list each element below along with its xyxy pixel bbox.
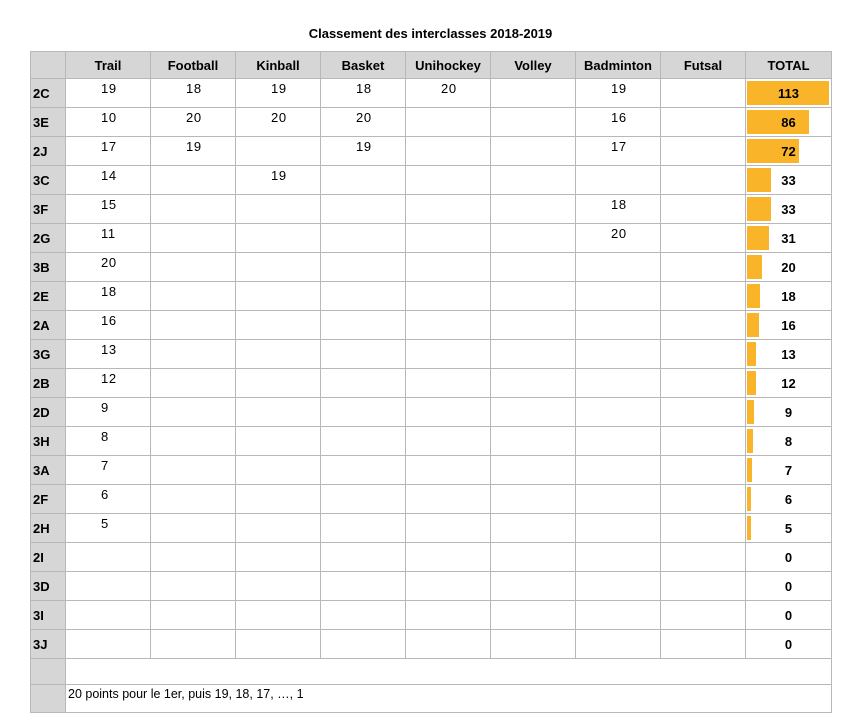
score-cell — [406, 543, 491, 572]
score-cell — [236, 427, 321, 456]
score-cell — [576, 166, 661, 195]
score-cell: 7 — [66, 456, 151, 485]
score-cell — [576, 340, 661, 369]
score-cell: 20 — [151, 108, 236, 137]
table-row — [31, 79, 832, 108]
score-cell: 19 — [66, 79, 151, 108]
table-row — [31, 514, 832, 543]
total-value: 33 — [781, 201, 796, 217]
total-cell — [746, 137, 832, 166]
score-cell — [151, 253, 236, 282]
score-cell — [576, 572, 661, 601]
total-cell — [746, 340, 832, 369]
table-row — [31, 108, 832, 137]
score-cell: 20 — [321, 108, 406, 137]
score-cell — [236, 282, 321, 311]
score-cell — [491, 601, 576, 630]
table-row — [31, 572, 832, 601]
total-cell — [746, 224, 832, 253]
score-cell — [236, 543, 321, 572]
score-cell — [576, 282, 661, 311]
score-cell — [406, 195, 491, 224]
score-cell: 12 — [66, 369, 151, 398]
row-label: 3D — [31, 572, 66, 601]
header-row — [31, 52, 832, 79]
table-row — [31, 369, 832, 398]
score-cell — [236, 485, 321, 514]
row-label: 2D — [31, 398, 66, 427]
score-cell — [321, 369, 406, 398]
score-cell — [236, 456, 321, 485]
total-bar — [747, 487, 751, 511]
score-cell — [661, 398, 746, 427]
total-bar — [747, 197, 771, 221]
score-cell — [321, 456, 406, 485]
total-value: 86 — [781, 114, 796, 130]
total-bar — [747, 458, 752, 482]
score-cell: 20 — [66, 253, 151, 282]
score-cell — [491, 108, 576, 137]
score-cell — [321, 630, 406, 659]
total-value: 18 — [781, 288, 796, 304]
score-cell — [576, 514, 661, 543]
score-cell — [406, 282, 491, 311]
total-cell — [746, 369, 832, 398]
table-row — [31, 137, 832, 166]
table-row — [31, 195, 832, 224]
score-cell — [576, 369, 661, 398]
table-row — [31, 253, 832, 282]
total-cell — [746, 166, 832, 195]
total-cell — [746, 253, 832, 282]
column-header: Unihockey — [406, 52, 491, 79]
score-cell — [151, 340, 236, 369]
total-value: 8 — [784, 433, 793, 449]
table-row — [31, 427, 832, 456]
score-cell — [661, 601, 746, 630]
score-cell: 10 — [66, 108, 151, 137]
table-row — [31, 282, 832, 311]
score-cell — [66, 543, 151, 572]
total-value: 72 — [781, 143, 796, 159]
score-cell — [236, 398, 321, 427]
score-cell — [576, 601, 661, 630]
score-cell — [661, 282, 746, 311]
score-cell — [406, 398, 491, 427]
score-cell — [151, 456, 236, 485]
score-cell — [491, 282, 576, 311]
total-bar — [747, 400, 754, 424]
score-cell — [491, 398, 576, 427]
total-value: 16 — [781, 317, 796, 333]
score-cell — [321, 514, 406, 543]
row-label: 3E — [31, 108, 66, 137]
ranking-table — [30, 51, 832, 713]
score-cell — [321, 427, 406, 456]
score-cell — [406, 137, 491, 166]
score-cell: 18 — [576, 195, 661, 224]
total-bar — [747, 255, 762, 279]
empty-cell — [66, 659, 832, 685]
score-cell — [491, 456, 576, 485]
row-label — [31, 685, 66, 713]
score-cell — [491, 543, 576, 572]
row-label: 2I — [31, 543, 66, 572]
score-cell — [406, 108, 491, 137]
row-label: 3F — [31, 195, 66, 224]
total-cell — [746, 601, 832, 630]
score-cell — [491, 427, 576, 456]
score-cell — [236, 340, 321, 369]
score-cell — [151, 572, 236, 601]
row-label: 3A — [31, 456, 66, 485]
row-label: 3H — [31, 427, 66, 456]
score-cell — [406, 340, 491, 369]
score-cell — [321, 601, 406, 630]
score-cell — [406, 630, 491, 659]
score-cell — [321, 166, 406, 195]
row-label: 2J — [31, 137, 66, 166]
total-cell — [746, 572, 832, 601]
score-cell — [406, 514, 491, 543]
score-cell: 16 — [576, 108, 661, 137]
score-cell — [151, 514, 236, 543]
total-bar — [747, 110, 809, 134]
total-bar — [747, 313, 759, 337]
row-label: 3B — [31, 253, 66, 282]
score-cell — [236, 572, 321, 601]
score-cell: 13 — [66, 340, 151, 369]
score-cell — [661, 253, 746, 282]
score-cell — [321, 572, 406, 601]
score-cell — [491, 195, 576, 224]
row-label: 3J — [31, 630, 66, 659]
page-title: Classement des interclasses 2018-2019 — [308, 26, 553, 41]
total-cell — [746, 398, 832, 427]
score-cell — [491, 253, 576, 282]
score-cell: 20 — [576, 224, 661, 253]
score-cell — [151, 166, 236, 195]
row-label — [31, 659, 66, 685]
total-cell — [746, 543, 832, 572]
total-cell — [746, 282, 832, 311]
total-cell — [746, 456, 832, 485]
total-bar — [747, 168, 771, 192]
total-value: 113 — [778, 85, 799, 101]
score-cell — [576, 456, 661, 485]
score-cell: 19 — [321, 137, 406, 166]
score-cell — [151, 427, 236, 456]
row-label: 2G — [31, 224, 66, 253]
score-cell — [321, 224, 406, 253]
score-cell — [406, 601, 491, 630]
total-value: 33 — [781, 172, 796, 188]
table-row — [31, 543, 832, 572]
score-cell — [661, 79, 746, 108]
score-cell — [491, 630, 576, 659]
table-row — [31, 166, 832, 195]
total-cell — [746, 195, 832, 224]
score-cell — [661, 311, 746, 340]
score-cell — [491, 369, 576, 398]
score-cell — [236, 224, 321, 253]
total-value: 0 — [784, 578, 793, 594]
score-cell: 18 — [151, 79, 236, 108]
footnote: 20 points pour le 1er, puis 19, 18, 17, …, 1 — [66, 685, 832, 713]
score-cell — [491, 514, 576, 543]
score-cell: 18 — [321, 79, 406, 108]
table-row — [31, 456, 832, 485]
column-header: Basket — [321, 52, 406, 79]
total-value: 12 — [781, 375, 796, 391]
score-cell: 17 — [576, 137, 661, 166]
table-row — [31, 340, 832, 369]
total-bar — [747, 342, 756, 366]
row-label: 2F — [31, 485, 66, 514]
score-cell — [236, 601, 321, 630]
score-cell — [576, 311, 661, 340]
total-value: 0 — [784, 636, 793, 652]
score-cell — [491, 137, 576, 166]
score-cell — [491, 311, 576, 340]
total-value: 31 — [781, 230, 796, 246]
row-label: 2C — [31, 79, 66, 108]
score-cell: 15 — [66, 195, 151, 224]
score-cell — [491, 572, 576, 601]
score-cell: 19 — [576, 79, 661, 108]
total-value: 13 — [781, 346, 796, 362]
total-cell — [746, 630, 832, 659]
score-cell — [406, 224, 491, 253]
score-cell — [661, 369, 746, 398]
score-cell — [236, 311, 321, 340]
score-cell — [321, 195, 406, 224]
total-bar — [747, 226, 769, 250]
row-label: 3C — [31, 166, 66, 195]
table-row — [31, 630, 832, 659]
score-cell — [151, 398, 236, 427]
score-cell — [576, 398, 661, 427]
score-cell — [321, 282, 406, 311]
score-cell — [661, 485, 746, 514]
score-cell — [66, 601, 151, 630]
score-cell: 20 — [236, 108, 321, 137]
table-row — [31, 601, 832, 630]
total-value: 20 — [781, 259, 796, 275]
score-cell: 19 — [236, 79, 321, 108]
empty-row — [31, 659, 832, 685]
score-cell — [321, 543, 406, 572]
score-cell: 11 — [66, 224, 151, 253]
score-cell — [576, 427, 661, 456]
score-cell: 17 — [66, 137, 151, 166]
score-cell — [321, 311, 406, 340]
total-cell — [746, 79, 832, 108]
table-row — [31, 485, 832, 514]
total-value: 0 — [784, 549, 793, 565]
score-cell — [491, 79, 576, 108]
score-cell — [661, 340, 746, 369]
score-cell — [151, 311, 236, 340]
score-cell — [151, 224, 236, 253]
row-label: 2E — [31, 282, 66, 311]
row-label: 3G — [31, 340, 66, 369]
table-row — [31, 224, 832, 253]
total-value: 9 — [784, 404, 793, 420]
score-cell — [661, 630, 746, 659]
score-cell — [236, 630, 321, 659]
score-cell — [66, 630, 151, 659]
score-cell — [491, 166, 576, 195]
score-cell — [491, 340, 576, 369]
score-cell — [661, 572, 746, 601]
score-cell — [236, 137, 321, 166]
score-cell — [576, 485, 661, 514]
score-cell — [406, 456, 491, 485]
column-header: Trail — [66, 52, 151, 79]
score-cell — [151, 195, 236, 224]
total-value: 7 — [784, 462, 793, 478]
column-header: Football — [151, 52, 236, 79]
score-cell — [66, 572, 151, 601]
score-cell — [576, 630, 661, 659]
total-value: 5 — [784, 520, 793, 536]
total-cell — [746, 311, 832, 340]
score-cell — [406, 572, 491, 601]
score-cell — [236, 514, 321, 543]
score-cell — [491, 224, 576, 253]
score-cell — [661, 456, 746, 485]
score-cell: 18 — [66, 282, 151, 311]
score-cell — [661, 166, 746, 195]
score-cell — [576, 543, 661, 572]
score-cell — [406, 427, 491, 456]
row-label: 3I — [31, 601, 66, 630]
total-cell — [746, 514, 832, 543]
score-cell — [151, 369, 236, 398]
total-value: 6 — [784, 491, 793, 507]
score-cell: 16 — [66, 311, 151, 340]
score-cell: 20 — [406, 79, 491, 108]
row-label: 2B — [31, 369, 66, 398]
score-cell — [576, 253, 661, 282]
score-cell — [661, 543, 746, 572]
score-cell: 8 — [66, 427, 151, 456]
score-cell — [661, 137, 746, 166]
score-cell — [406, 485, 491, 514]
row-label: 2H — [31, 514, 66, 543]
total-value: 0 — [784, 607, 793, 623]
column-header-total: TOTAL — [746, 52, 832, 79]
corner-cell — [31, 52, 66, 79]
score-cell — [661, 195, 746, 224]
score-cell — [406, 369, 491, 398]
score-cell — [151, 543, 236, 572]
score-cell — [236, 253, 321, 282]
score-cell — [321, 398, 406, 427]
score-cell — [151, 630, 236, 659]
score-cell — [661, 514, 746, 543]
score-cell: 9 — [66, 398, 151, 427]
score-cell — [406, 166, 491, 195]
score-cell: 6 — [66, 485, 151, 514]
footnote-row — [31, 685, 832, 713]
total-bar — [747, 284, 760, 308]
score-cell — [661, 427, 746, 456]
score-cell — [236, 195, 321, 224]
score-cell — [321, 340, 406, 369]
total-bar — [747, 516, 751, 540]
table-row — [31, 398, 832, 427]
score-cell — [321, 485, 406, 514]
score-cell — [151, 601, 236, 630]
score-cell — [236, 369, 321, 398]
total-cell — [746, 485, 832, 514]
score-cell: 14 — [66, 166, 151, 195]
row-label: 2A — [31, 311, 66, 340]
column-header: Volley — [491, 52, 576, 79]
score-cell — [491, 485, 576, 514]
score-cell — [321, 253, 406, 282]
score-cell — [406, 311, 491, 340]
score-cell — [151, 485, 236, 514]
total-cell — [746, 108, 832, 137]
score-cell — [151, 282, 236, 311]
total-cell — [746, 427, 832, 456]
score-cell — [661, 224, 746, 253]
column-header: Kinball — [236, 52, 321, 79]
total-bar — [747, 371, 756, 395]
score-cell — [661, 108, 746, 137]
total-bar — [747, 429, 753, 453]
score-cell: 5 — [66, 514, 151, 543]
score-cell: 19 — [236, 166, 321, 195]
score-cell: 19 — [151, 137, 236, 166]
score-cell — [406, 253, 491, 282]
column-header: Futsal — [661, 52, 746, 79]
table-row — [31, 311, 832, 340]
column-header: Badminton — [576, 52, 661, 79]
